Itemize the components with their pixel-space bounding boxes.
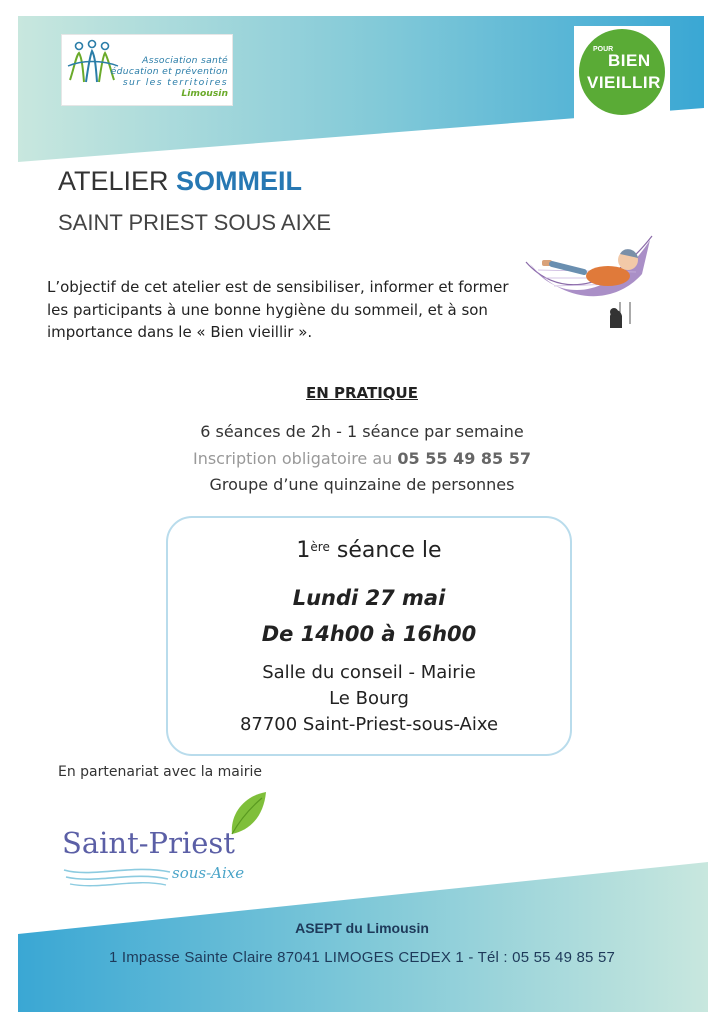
intro-paragraph [47,276,527,344]
page-subtitle: SAINT PRIEST SOUS AIXE [58,210,332,235]
saint-priest-logo-sub: sous-Aixe [172,864,245,882]
registration-text: Inscription obligatoire au [192,449,393,468]
asept-logo-line4: Limousin [181,88,228,99]
bv-vieillir: VIEILLIR [587,73,661,92]
first-session-suffix: séance le [336,538,442,563]
session-place: Salle du conseil - Mairie [262,662,476,683]
first-session-box [166,516,572,756]
asept-logo-line1: Association santé [142,55,228,66]
intro-line: L’objectif de cet atelier est de sensibiliser, informer et former [47,278,509,296]
footer-address: 1 Impasse Sainte Claire 87041 LIMOGES CEDEX 1 - Tél : 05 55 49 85 57 [108,949,616,966]
bien-vieillir-circle [579,29,665,115]
session-time: De 14h00 à 16h00 [261,622,477,646]
bien-vieillir-logo [574,26,670,122]
session-place-street: Le Bourg [329,688,409,709]
first-session-number: 1 [296,538,311,563]
partner-label: En partenariat avec la mairie [58,764,263,780]
intro-line: les participants à une bonne hygiène du sommeil, et à son [47,300,488,319]
first-session-sup: ère [310,540,330,554]
title-highlight: SOMMEIL [176,166,303,196]
intro-line: importance dans le « Bien vieillir ». [47,323,313,341]
registration-phone[interactable]: 05 55 49 85 57 [397,449,531,468]
pratique-sessions: 6 séances de 2h - 1 séance par semaine [200,422,524,441]
footer-band [18,862,708,1012]
saint-priest-logo-name: Saint-Priest [62,826,235,860]
pratique-registration [0,449,724,468]
pratique-heading: EN PRATIQUE [305,384,418,402]
pratique-group-size: Groupe d’une quinzaine de personnes [209,475,515,494]
footer-organization: ASEPT du Limousin [295,920,429,936]
asept-logo [61,34,233,106]
asept-logo-line2: éducation et prévention [110,66,228,77]
title-prefix: ATELIER [58,166,169,196]
session-place-city: 87700 Saint-Priest-sous-Aixe [239,714,499,735]
first-session-label [168,538,570,563]
asept-logo-line3: sur les territoires [122,77,228,88]
session-date: Lundi 27 mai [292,586,446,610]
page-title [58,166,302,197]
bv-bien: BIEN [608,51,651,70]
bv-pour: POUR [593,46,614,53]
hammock-sleeper-illustration [524,232,656,332]
